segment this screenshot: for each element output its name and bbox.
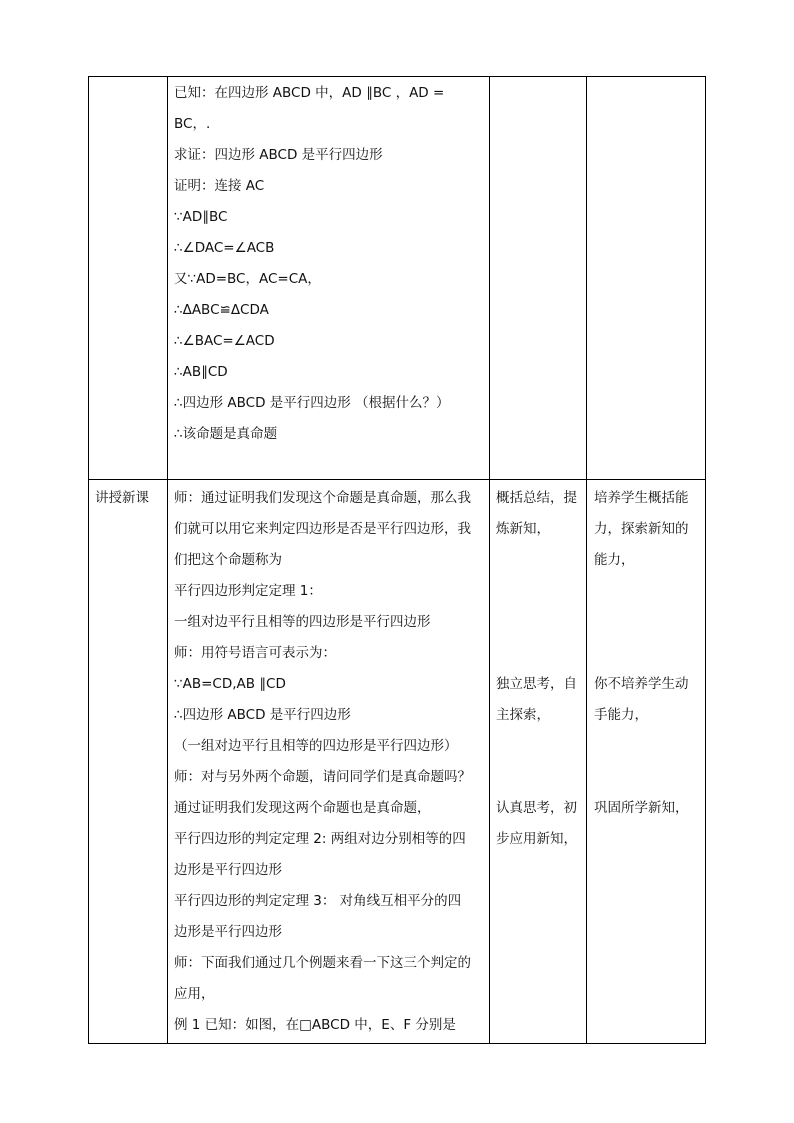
design-intent-line: 巩固所学新知， [594,800,689,816]
content-line: 一组对边平行且相等的四边形是平行四边形 [174,614,431,630]
content-line: ∵AB=CD,AB ∥CD [174,676,286,692]
content-line: 师：用符号语言可表示为： [174,645,336,661]
content-line: 师：对与另外两个命题，请问同学们是真命题吗？ [174,769,471,785]
design-intent-line: 力，探索新知的 [594,521,689,537]
student-activity-line: 步应用新知， [496,831,577,847]
content-line: 例 1 已知：如图，在□ABCD 中，E、F 分别是 [174,1017,456,1033]
content-line: 师：下面我们通过几个例题来看一下这三个判定的 [174,955,471,971]
table-right-border [705,76,706,1044]
content-line: ∴四边形 ABCD 是平行四边形 [174,707,351,723]
content-line: 平行四边形的判定定理 3： 对角线互相平分的四 [174,893,462,909]
content-line: （一组对边平行且相等的四边形是平行四边形） [174,738,458,754]
content-line: 们把这个命题称为 [174,552,282,568]
design-intent-line: 你不培养学生动 [594,676,689,692]
proof-line: ∴AB∥CD [174,364,228,380]
design-intent-line: 手能力， [594,707,648,723]
column-divider-3 [586,76,587,1044]
proof-line: ∴四边形 ABCD 是平行四边形 （根据什么？） [174,395,450,411]
column-divider-1 [167,76,168,1044]
content-line: 通过证明我们发现这两个命题也是真命题， [174,800,431,816]
content-line: 师：通过证明我们发现这个命题是真命题，那么我 [174,490,471,506]
lesson-table [88,76,706,1044]
content-line: 平行四边形判定定理 1： [174,583,322,599]
proof-line: 已知：在四边形 ABCD 中，AD ∥BC ，AD = [174,85,445,101]
proof-line: 求证：四边形 ABCD 是平行四边形 [174,147,383,163]
content-line: 们就可以用它来判定四边形是否是平行四边形，我 [174,521,471,537]
content-line: 边形是平行四边形 [174,862,282,878]
stage-label: 讲授新课 [95,490,149,506]
column-divider-2 [489,76,490,1044]
proof-line: ∴ΔABC≌ΔCDA [174,302,269,318]
row-divider [88,479,706,480]
student-activity-line: 主探索， [496,707,550,723]
proof-line: ∴∠BAC=∠ACD [174,333,275,349]
content-line: 边形是平行四边形 [174,924,282,940]
student-activity-line: 独立思考，自 [496,676,577,692]
proof-line: ∵AD∥BC [174,209,228,225]
proof-line: 证明：连接 AC [174,178,265,194]
table-bottom-border [88,1043,706,1044]
content-line: 应用， [174,986,215,1002]
design-intent-line: 能力， [594,552,635,568]
proof-line: ∴∠DAC=∠ACB [174,240,275,256]
content-line: 平行四边形的判定定理 2: 两组对边分别相等的四 [174,831,466,847]
proof-line: BC，. [174,116,211,132]
table-left-border [88,76,89,1044]
student-activity-line: 概括总结，提 [496,490,577,506]
student-activity-line: 炼新知， [496,521,550,537]
design-intent-line: 培养学生概括能 [594,490,689,506]
student-activity-line: 认真思考，初 [496,800,577,816]
table-top-border [88,76,706,77]
proof-line: 又∵AD=BC，AC=CA， [174,271,321,287]
proof-line: ∴该命题是真命题 [174,426,278,442]
